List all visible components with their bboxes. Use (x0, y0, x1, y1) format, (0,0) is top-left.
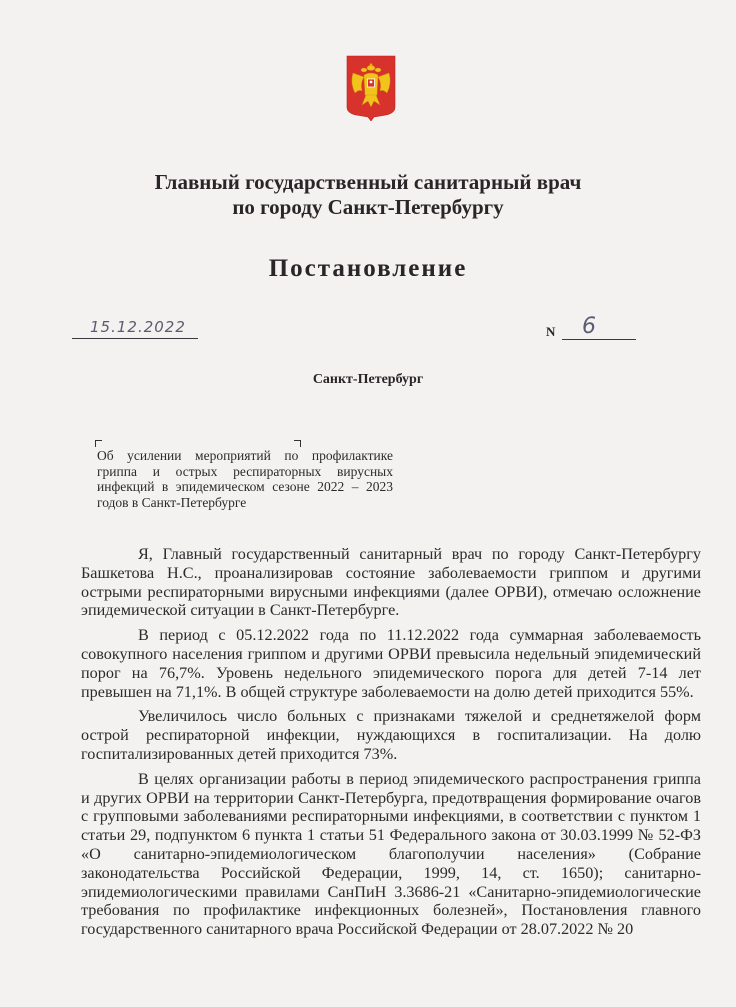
document-subject: Об усилении мероприятий по профилактике гриппа и острых респираторных вирусных инфекций в эпидемическом сезоне 2022 – 2023 годов в Санкт-Петербурге (97, 448, 393, 510)
subject-bracket-left (95, 440, 102, 447)
authority-region: по городу Санкт-Петербургу (232, 195, 504, 219)
document-type-heading: Постановление (268, 255, 468, 282)
document-body (81, 545, 701, 939)
body-paragraph: В целях организации работы в период эпидемического распространения гриппа и других ОРВИ на территории Санкт-Петербурга, предотвращения формирование очагов с групповыми заболеваниями респираторными инфекциями, в соответствии с пунктом 1 статьи 29, подпунктом 6 пункта 1 статьи 51 Федерального закона от 30.03.1999 № 52-ФЗ «О санитарно-эпидемиологическом благополучии населения» (Собрание законодательства Российской Федерации, 1999, 14, ст. 1650); санитарно-эпидемиологическими правилами СанПиН 3.3686-21 «Санитарно-эпидемиологические требования по профилактике инфекционных болезней», Постановления главного государственного санитарного врача Российской Федерации от 28.07.2022 № 20 (81, 769, 701, 939)
handwritten-number: 6 (582, 314, 596, 339)
authority-title: Главный государственный санитарный врач (154, 170, 582, 194)
subject-bracket-right (294, 440, 301, 447)
coat-of-arms-icon (346, 55, 396, 121)
number-underline (562, 339, 636, 340)
place-of-issue: Санкт-Петербург (312, 372, 424, 387)
document-date-field (72, 318, 198, 339)
body-paragraph: Я, Главный государственный санитарный врач по городу Санкт-Петербургу Башкетова Н.С., проанализировав состояние заболеваемости гриппом и другими острыми респираторными вирусными инфекциями (далее ОРВИ), отмечаю осложнение эпидемической ситуации в Санкт-Петербурге. (81, 545, 701, 620)
body-paragraph: В период с 05.12.2022 года по 11.12.2022 года суммарная заболеваемость совокупного населения гриппом и другими ОРВИ превысила недельный эпидемический порог на 76,7%. Уровень недельного эпидемического порога для детей 7-14 лет превышен на 71,1%. В общей структуре заболеваемости на долю детей приходится 55%. (81, 626, 701, 701)
number-label: N (546, 324, 556, 339)
body-paragraph: Увеличилось число больных с признаками тяжелой и среднетяжелой форм острой респираторной инфекции, нуждающихся в госпитализации. На долю госпитализированных детей приходится 73%. (81, 707, 701, 763)
issuing-authority (0, 170, 736, 220)
handwritten-date: 15.12.2022 (90, 318, 186, 336)
